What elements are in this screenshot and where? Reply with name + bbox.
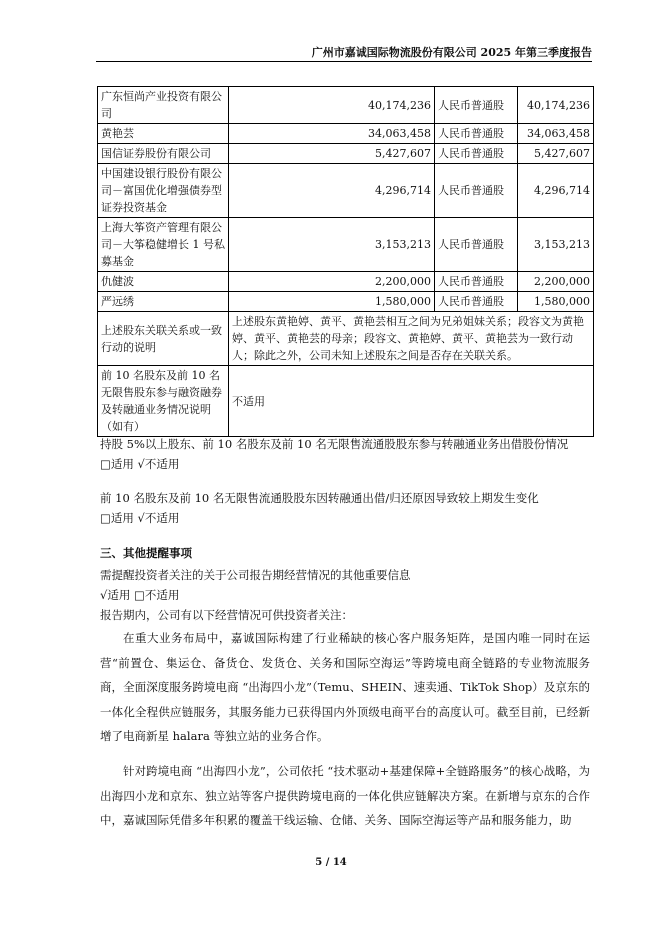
share-type: 人民币普通股 — [435, 164, 518, 218]
table-row — [98, 124, 594, 144]
table-row — [98, 87, 594, 124]
holder-shares: 4,296,714 — [229, 164, 435, 218]
holder-shares: 40,174,236 — [229, 87, 435, 124]
paragraph-1: 在重大业务布局中，嘉诚国际构建了行业稀缺的核心客户服务矩阵，是国内唯一同时在运营“前置仓、集运仓、备货仓、发货仓、关务和国际空海运”等跨境电商全链路的专业物流服务商，全面深度服务跨境电商 “出海四小龙”（Temu、SHEIN、速卖通、TikTok Shop）及京东的一体化全程供应链服务，其服务能力已获得国内外顶级电商平台的高度认可。截至目前，已经新增了电商新星 halara 等独立站的业务合作。 — [100, 631, 590, 743]
holder-name: 中国建设银行股份有限公司－富国优化增强债券型证券投资基金 — [98, 164, 229, 218]
share-type: 人民币普通股 — [435, 272, 518, 292]
share-type: 人民币普通股 — [435, 292, 518, 312]
share-count: 5,427,607 — [518, 144, 594, 164]
section-title: 三、其他提醒事项 — [100, 546, 192, 560]
share-type: 人民币普通股 — [435, 218, 518, 272]
margin-label: 前 10 名股东及前 10 名无限售股东参与融资融券及转融通业务情况说明（如有） — [98, 366, 229, 437]
paragraph-2: 针对跨境电商 “出海四小龙”，公司依托 “技术驱动+基建保障+全链路服务”的核心战略，为出海四小龙和京东、独立站等客户提供跨境电商的一体化供应链解决方案。在新增与京东的合作中，嘉诚国际凭借多年积累的覆盖干线运输、仓储、关务、国际空海运等产品和服务能力，助 — [100, 764, 590, 827]
holder-shares: 2,200,000 — [229, 272, 435, 292]
lending-text: 持股 5%以上股东、前 10 名股东及前 10 名无限售流通股股东参与转融通业务出借股份情况 — [100, 437, 569, 451]
page-number: 5 / 14 — [315, 857, 347, 868]
margin-text: 不适用 — [229, 366, 594, 437]
change-text: 前 10 名股东及前 10 名无限售流通股股东因转融通出借/归还原因导致较上期发生变化 — [100, 491, 539, 505]
table-row — [98, 292, 594, 312]
related-text: 上述股东黄艳婷、黄平、黄艳芸相互之间为兄弟姐妹关系；段容文为黄艳婷、黄平、黄艳芸的母亲；段容文、黄艳婷、黄平、黄艳芸为一致行动人；除此之外，公司未知上述股东之间是否存在关联关系。 — [229, 312, 594, 366]
lending-options: □适用 √不适用 — [100, 457, 180, 471]
related-label: 上述股东关联关系或一致行动的说明 — [98, 312, 229, 366]
change-options: □适用 √不适用 — [100, 511, 180, 525]
shareholder-rows — [98, 87, 594, 312]
holder-shares: 34,063,458 — [229, 124, 435, 144]
holder-shares: 5,427,607 — [229, 144, 435, 164]
holder-name: 严远绣 — [98, 292, 229, 312]
section-subtitle: 需提醒投资者关注的关于公司报告期经营情况的其他重要信息 — [100, 568, 411, 582]
share-count: 1,580,000 — [518, 292, 594, 312]
share-type: 人民币普通股 — [435, 124, 518, 144]
holder-name: 上海大筝资产管理有限公司－大筝稳健增长 1 号私募基金 — [98, 218, 229, 272]
share-type: 人民币普通股 — [435, 87, 518, 124]
change-block — [100, 488, 539, 528]
section-intro-block — [100, 565, 411, 625]
share-type: 人民币普通股 — [435, 144, 518, 164]
table-row — [98, 144, 594, 164]
lending-block — [100, 434, 568, 474]
header-divider — [96, 61, 592, 62]
share-count: 34,063,458 — [518, 124, 594, 144]
share-count: 4,296,714 — [518, 164, 594, 218]
section-options: √适用 □不适用 — [100, 588, 180, 602]
share-count: 3,153,213 — [518, 218, 594, 272]
holder-name: 广东恒尚产业投资有限公司 — [98, 87, 229, 124]
margin-row — [98, 366, 594, 437]
holder-name: 国信证券股份有限公司 — [98, 144, 229, 164]
holder-shares: 3,153,213 — [229, 218, 435, 272]
holder-name: 仇健波 — [98, 272, 229, 292]
share-count: 40,174,236 — [518, 87, 594, 124]
shareholder-table — [97, 86, 594, 437]
report-header: 广州市嘉诚国际物流股份有限公司 2025 年第三季度报告 — [311, 46, 592, 59]
holder-name: 黄艳芸 — [98, 124, 229, 144]
related-row — [98, 312, 594, 366]
section-intro: 报告期内，公司有以下经营情况可供投资者关注： — [100, 608, 353, 622]
holder-shares: 1,580,000 — [229, 292, 435, 312]
table-row — [98, 164, 594, 218]
share-count: 2,200,000 — [518, 272, 594, 292]
table-row — [98, 218, 594, 272]
table-row — [98, 272, 594, 292]
